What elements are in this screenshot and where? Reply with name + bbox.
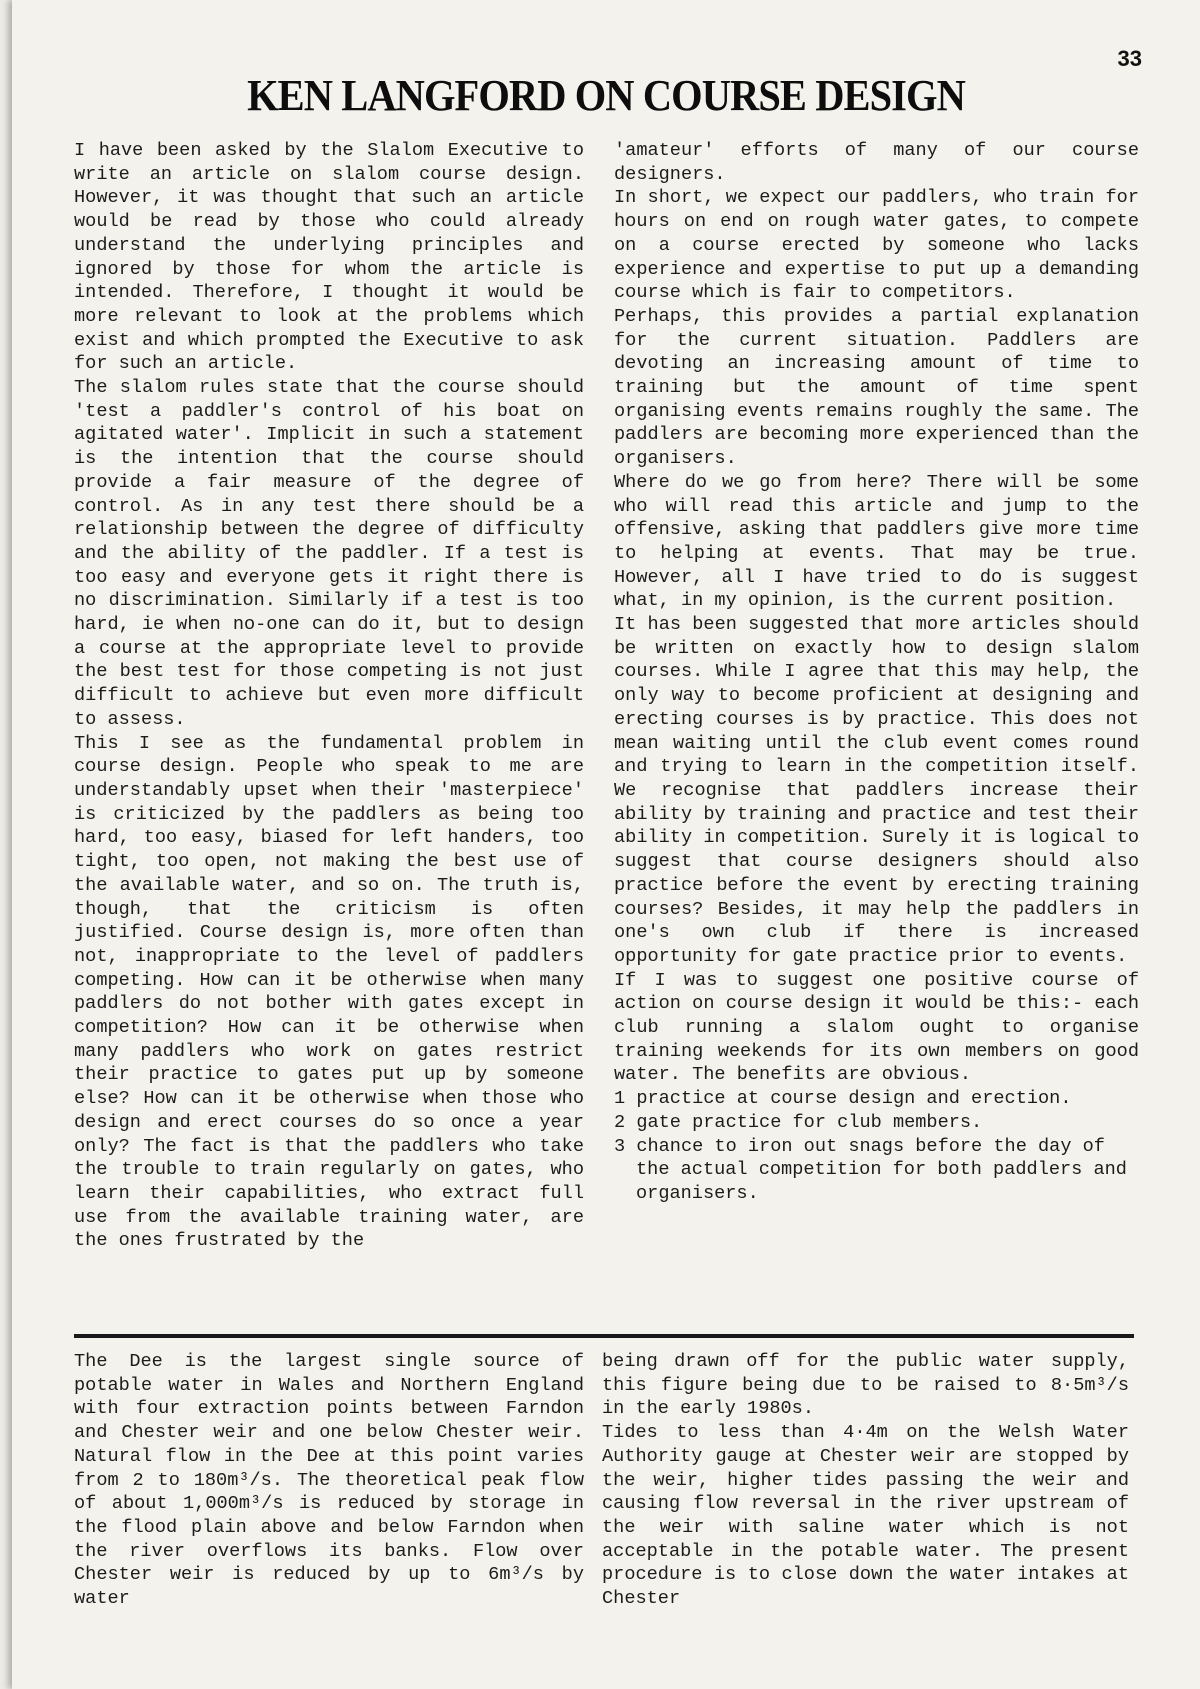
dee-article-left-column [74, 1350, 584, 1611]
paragraph: The slalom rules state that the course should 'test a paddler's control of his boat on agitated water'. Implicit in such a statement is the intention that the course should provide a fair measure of the degree of control. As in any test there should be a relationship between the degree of difficulty and the ability of the paddler. If a test is too easy and everyone gets it right there is no discrimination. Similarly if a test is too hard, ie when no-one can do it, but to design a course at the appropriate level to provide the best test for those competing is not just difficult to achieve but even more difficult to assess. [74, 377, 584, 730]
paragraph: 'amateur' efforts of many of our course designers. [614, 140, 1139, 185]
paragraph: It has been suggested that more articles should be written on exactly how to design slalom courses. While I agree that this may help, the only way to become proficient at designing and erecting courses is by practice. This does not mean waiting until the club event comes round and trying to learn in the competition itself. We recognise that paddlers increase their ability by training and practice and test their ability in competition. Surely it is logical to suggest that course designers should also practice before the event by erecting training courses? Besides, it may help the paddlers in one's own club if there is increased opportunity for gate practice prior to events. [614, 614, 1139, 967]
page-number: 33 [1117, 46, 1142, 71]
list-item: 2 gate practice for club members. [614, 1111, 983, 1133]
paragraph: Tides to less than 4·4m on the Welsh Water Authority gauge at Chester weir are stopped by the weir, higher tides passing the weir and causing flow reversal in the river upstream of the weir with saline water which is not acceptable in the potable water. The present procedure is to close down the water intakes at Chester [602, 1422, 1129, 1610]
paragraph: Where do we go from here? There will be some who will read this article and jump to the offensive, asking that paddlers give more time to helping at events. That may be true. However, all I have tried to do is suggest what, in my opinion, is the current position. [614, 471, 1139, 612]
page [12, 0, 1200, 1689]
section-divider [74, 1334, 1134, 1338]
article-left-column [74, 139, 584, 1253]
article-right-column [614, 139, 1139, 1206]
list-item: 3 chance to iron out snags before the day of the actual competition for both paddlers and organisers. [614, 1135, 1127, 1204]
list-item: 1 practice at course design and erection. [614, 1088, 1072, 1110]
paragraph: The Dee is the largest single source of potable water in Wales and Northern England with four extraction points between Farndon and Chester weir and one below Chester weir. Natural flow in the Dee at this point varies from 2 to 180m³/s. The theoretical peak flow of about 1,000m³/s is reduced by storage in the flood plain above and below Farndon when the river overflows its banks. Flow over Chester weir is reduced by up to 6m³/s by water [74, 1351, 584, 1610]
paragraph: This I see as the fundamental problem in course design. People who speak to me are understandably upset when their 'masterpiece' is criticized by the paddlers as being too hard, too easy, biased for left handers, too tight, too open, not making the best use of the available water, and so on. The truth is, though, that the criticism is often justified. Course design is, more often than not, inappropriate to the level of paddlers competing. How can it be otherwise when many paddlers do not bother with gates except in competition? How can it be otherwise when many paddlers who work on gates restrict their practice to gates put up by someone else? How can it be otherwise when those who design and erect courses do so once a year only? The fact is that the paddlers who take the trouble to train regularly on gates, who learn their capabilities, who extract full use from the available training water, are the ones frustrated by the [74, 732, 584, 1252]
dee-article-right-column [602, 1350, 1129, 1611]
benefits-list [614, 1087, 1139, 1206]
paragraph: being drawn off for the public water supply, this figure being due to be raised to 8·5m³/s in the early 1980s. [602, 1351, 1129, 1420]
paragraph: In short, we expect our paddlers, who train for hours on end on rough water gates, to compete on a course erected by someone who lacks experience and expertise to put up a demanding course which is fair to competitors. [614, 187, 1139, 304]
paragraph: I have been asked by the Slalom Executive to write an article on slalom course design. However, it was thought that such an article would be read by those who could already understand the underlying principles and ignored by those for whom the article is intended. Therefore, I thought it would be more relevant to look at the problems which exist and which prompted the Executive to ask for such an article. [74, 140, 584, 375]
paragraph: If I was to suggest one positive course of action on course design it would be this:- each club running a slalom ought to organise training weekends for its own members on good water. The benefits are obvious. [614, 969, 1139, 1086]
article-title: KEN LANGFORD ON COURSE DESIGN [247, 71, 965, 120]
paragraph: Perhaps, this provides a partial explanation for the current situation. Paddlers are devoting an increasing amount of time to training but the amount of time spent organising events remains roughly the same. The paddlers are becoming more experienced than the organisers. [614, 305, 1139, 470]
